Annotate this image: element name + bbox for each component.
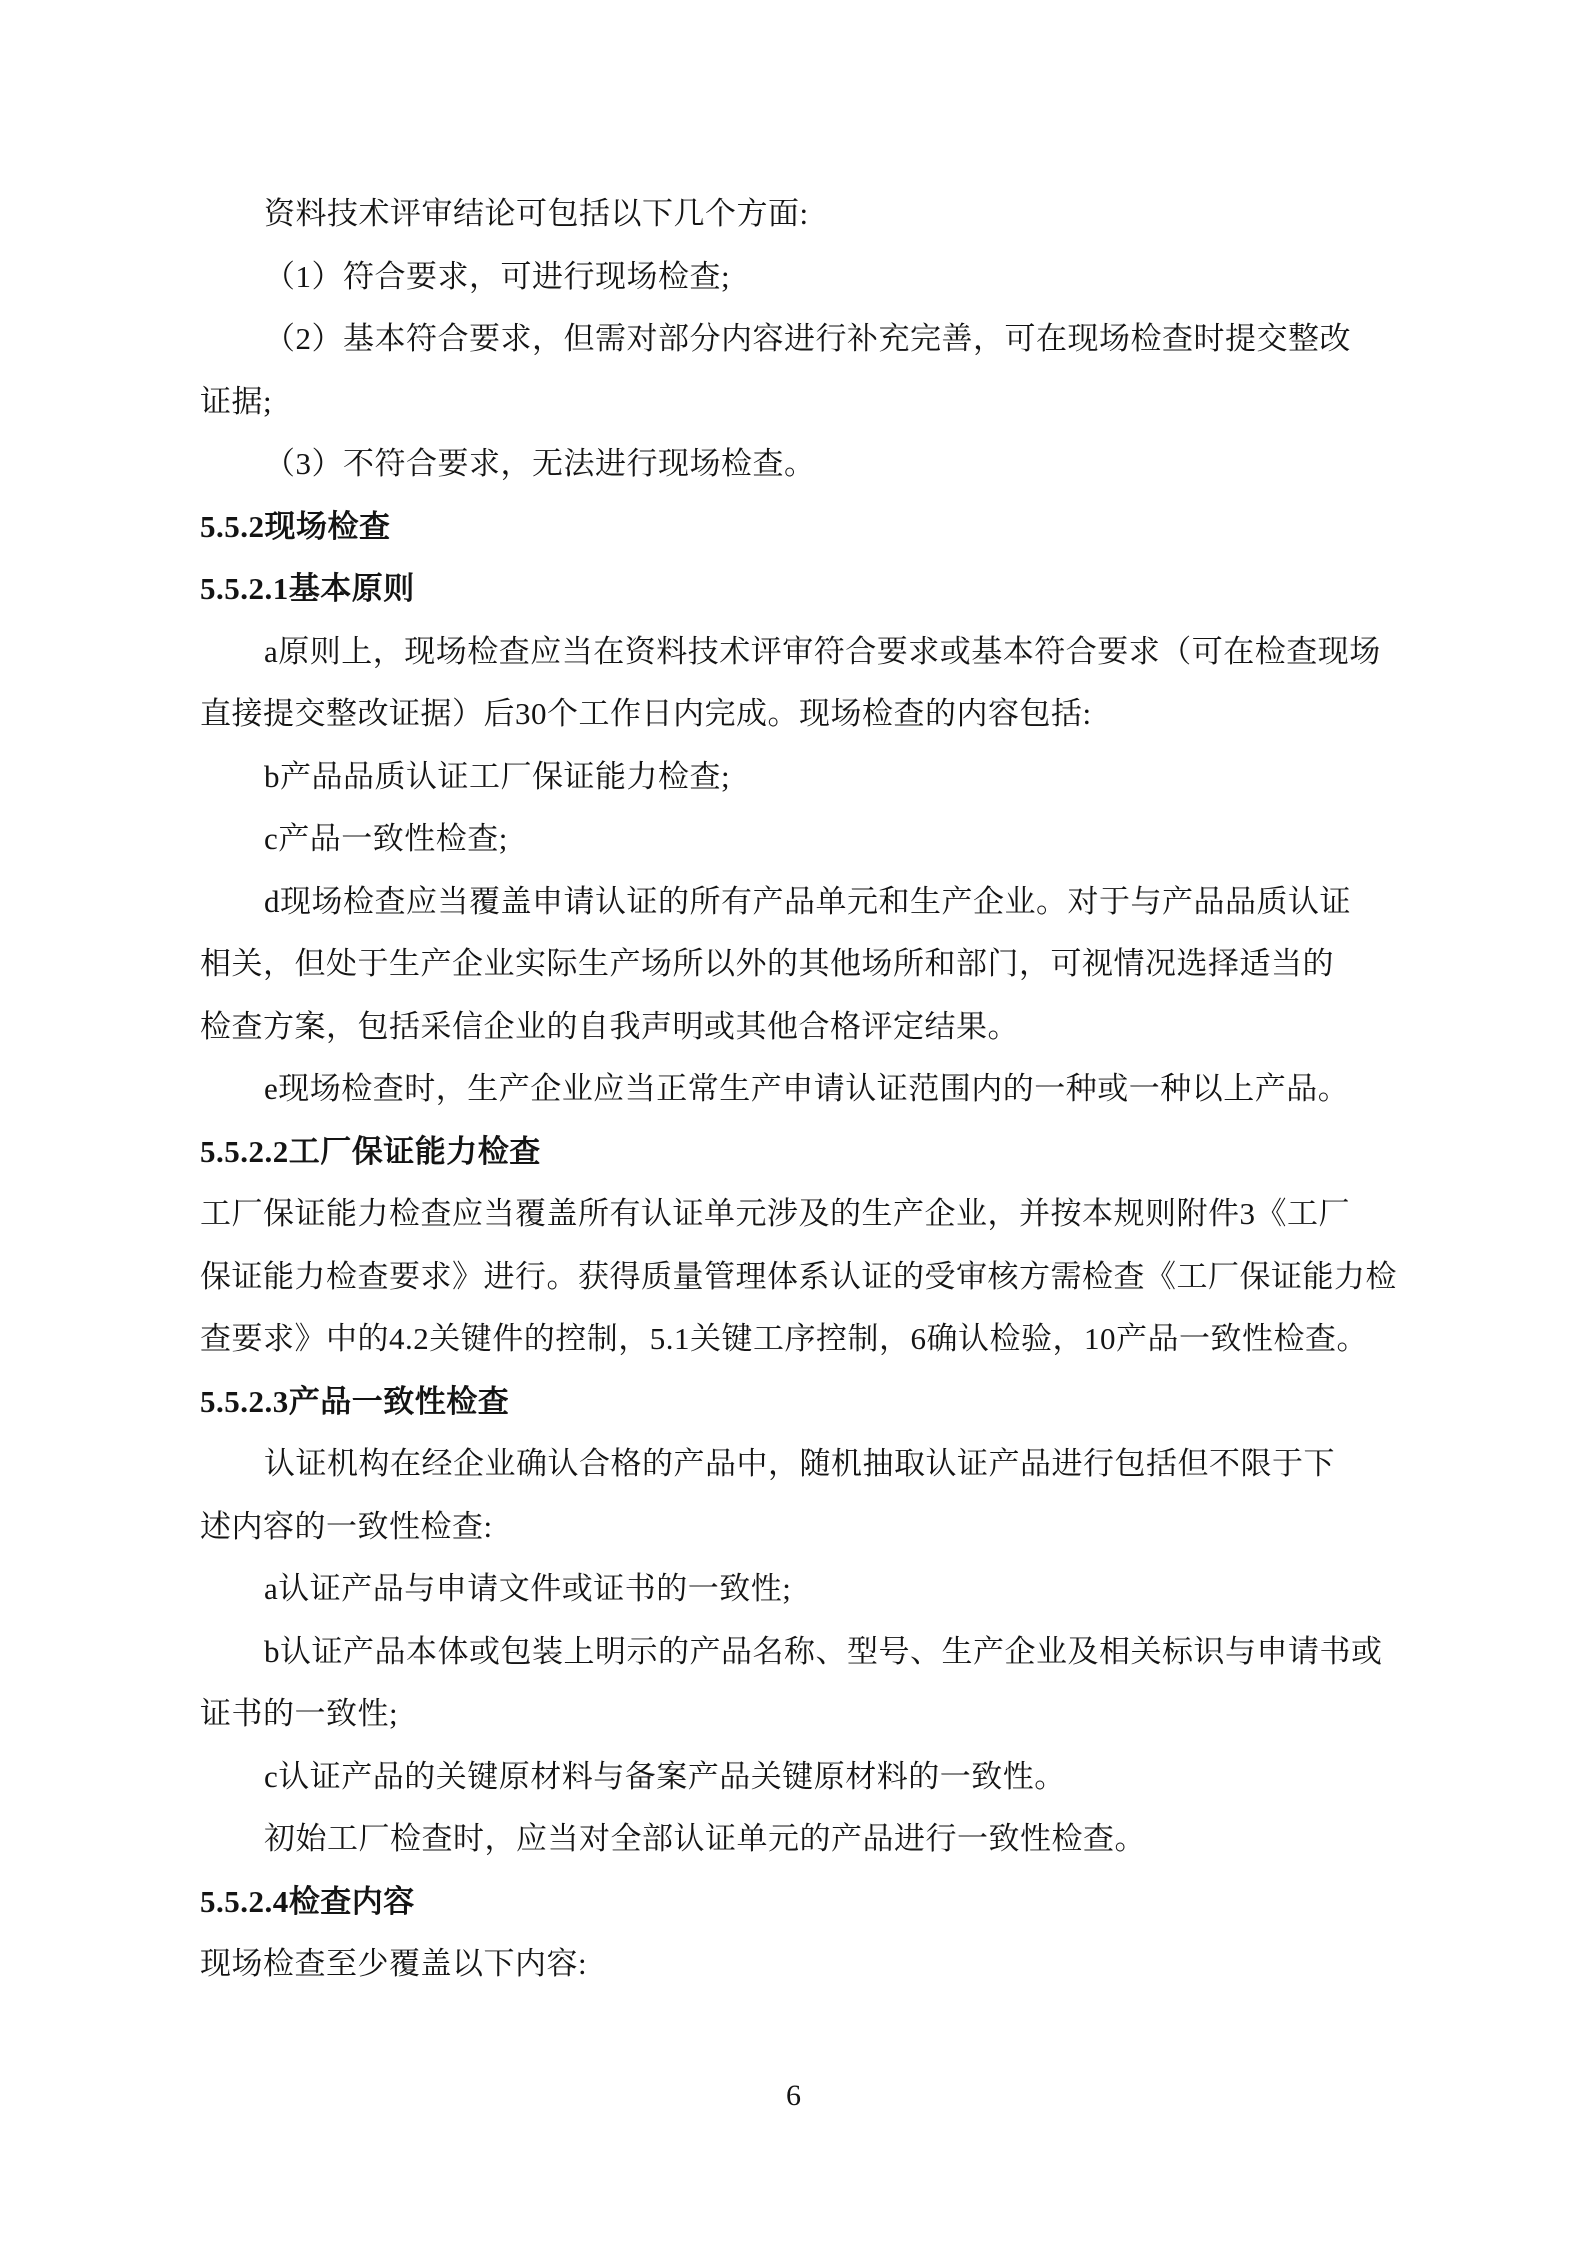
- text-line: 查要求》中的4.2关键件的控制，5.1关键工序控制，6确认检验，10产品一致性检查。: [200, 1321, 1368, 1356]
- section-heading: 5.5.2.1基本原则: [200, 571, 415, 606]
- document-body: [200, 183, 1460, 1996]
- text-line: e现场检查时，生产企业应当正常生产申请认证范围内的一种或一种以上产品。: [264, 1071, 1350, 1106]
- text-line: 相关，但处于生产企业实际生产场所以外的其他场所和部门，可视情况选择适当的: [200, 946, 1334, 981]
- text-line: a认证产品与申请文件或证书的一致性;: [264, 1571, 792, 1606]
- text-line: c产品一致性检查;: [264, 821, 508, 856]
- text-line: 认证机构在经企业确认合格的产品中，随机抽取认证产品进行包括但不限于下: [264, 1446, 1335, 1481]
- text-line: 现场检查至少覆盖以下内容:: [200, 1946, 588, 1981]
- text-line: 检查方案，包括采信企业的自我声明或其他合格评定结果。: [200, 1008, 1019, 1044]
- text-line: b认证产品本体或包装上明示的产品名称、型号、生产企业及相关标识与申请书或: [264, 1633, 1383, 1669]
- text-line: 直接提交整改证据）后30个工作日内完成。现场检查的内容包括:: [200, 696, 1092, 731]
- section-heading: 5.5.2.3产品一致性检查: [200, 1383, 510, 1419]
- text-line: d现场检查应当覆盖申请认证的所有产品单元和生产企业。对于与产品品质认证: [264, 883, 1351, 919]
- section-heading: 5.5.2.4检查内容: [200, 1883, 415, 1919]
- text-line: 工厂保证能力检查应当覆盖所有认证单元涉及的生产企业，并按本规则附件3《工厂: [200, 1196, 1350, 1231]
- text-line: c认证产品的关键原材料与备案产品关键原材料的一致性。: [264, 1758, 1066, 1794]
- text-line: （2）基本符合要求，但需对部分内容进行补充完善，可在现场检查时提交整改: [264, 321, 1351, 356]
- text-line: 资料技术评审结论可包括以下几个方面:: [264, 196, 809, 231]
- text-line: 述内容的一致性检查:: [200, 1508, 493, 1544]
- text-line: 初始工厂检查时，应当对全部认证单元的产品进行一致性检查。: [264, 1821, 1146, 1856]
- text-line: 证据;: [200, 383, 273, 419]
- text-line: 证书的一致性;: [200, 1696, 399, 1731]
- section-heading: 5.5.2现场检查: [200, 508, 391, 544]
- text-line: （1）符合要求，可进行现场检查;: [264, 258, 731, 294]
- text-line: a原则上，现场检查应当在资料技术评审符合要求或基本符合要求（可在检查现场: [264, 633, 1381, 669]
- text-line: 保证能力检查要求》进行。获得质量管理体系认证的受审核方需检查《工厂保证能力检: [200, 1258, 1397, 1294]
- text-line: b产品品质认证工厂保证能力检查;: [264, 758, 731, 794]
- text-line: （3）不符合要求，无法进行现场检查。: [264, 446, 816, 481]
- page-number: 6: [786, 2079, 801, 2112]
- section-heading: 5.5.2.2工厂保证能力检查: [200, 1133, 541, 1169]
